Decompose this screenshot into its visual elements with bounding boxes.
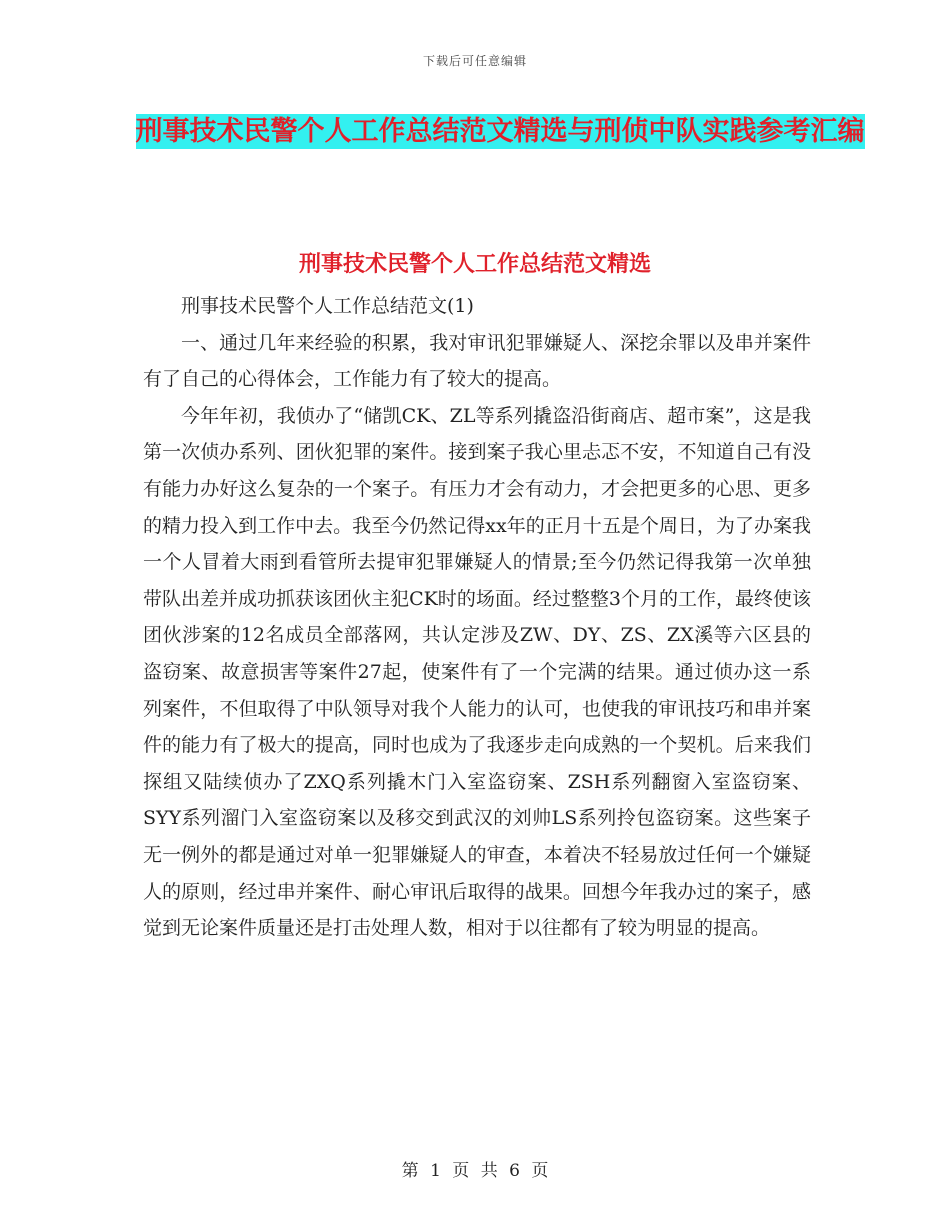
paragraph: 今年年初，我侦办了“储凯CK、ZL等系列撬盗沿街商店、超市案”，这是我第一次侦办系列、团伙犯罪的案件。接到案子我心里忐忑不安，不知道自己有没有能力办好这么复杂的一个案子。有压力才会有动力，才会把更多的心思、更多的精力投入到工作中去。我至今仍然记得xx年的正月十五是个周日，为了办案我一个人冒着大雨到看管所去提审犯罪嫌疑人的情景;至今仍然记得我第一次单独带队出差并成功抓获该团伙主犯CK时的场面。经过整整3个月的工作，最终使该团伙涉案的12名成员全部落网，共认定涉及ZW、DY、ZS、ZX溪等六区县的盗窃案、故意损害等案件27起，使案件有了一个完满的结果。通过侦办这一系列案件，不但取得了中队领导对我个人能力的认可，也使我的审讯技巧和串并案件的能力有了极大的提高，同时也成为了我逐步走向成熟的一个契机。后来我们探组又陆续侦办了ZXQ系列撬木门入室盗窃案、ZSH系列翻窗入室盗窃案、SYY系列溜门入室盗窃案以及移交到武汉的刘帅LS系列拎包盗窃案。这些案子无一例外的都是通过对单一犯罪嫌疑人的审查，本着决不轻易放过任何一个嫌疑人的原则，经过串并案件、耐心审讯后取得的战果。回想今年我办过的案子，感觉到无论案件质量还是打击处理人数，相对于以往都有了较为明显的提高。 [143, 404, 811, 940]
document-body [143, 288, 811, 947]
header-note: 下载后可任意编辑 [422, 54, 527, 68]
document-title [120, 108, 880, 156]
document-title-text: 刑事技术民警个人工作总结范文精选与刑侦中队实践参考汇编 [135, 116, 865, 147]
paragraph: 一、通过几年来经验的积累，我对审讯犯罪嫌疑人、深挖余罪以及串并案件有了自己的心得体会，工作能力有了较大的提高。 [143, 331, 811, 391]
paragraph-subtitle: 刑事技术民警个人工作总结范文(1) [181, 295, 474, 317]
page-footer: 第 1 页 共 6 页 [401, 1161, 549, 1181]
section-title: 刑事技术民警个人工作总结范文精选 [298, 251, 651, 277]
